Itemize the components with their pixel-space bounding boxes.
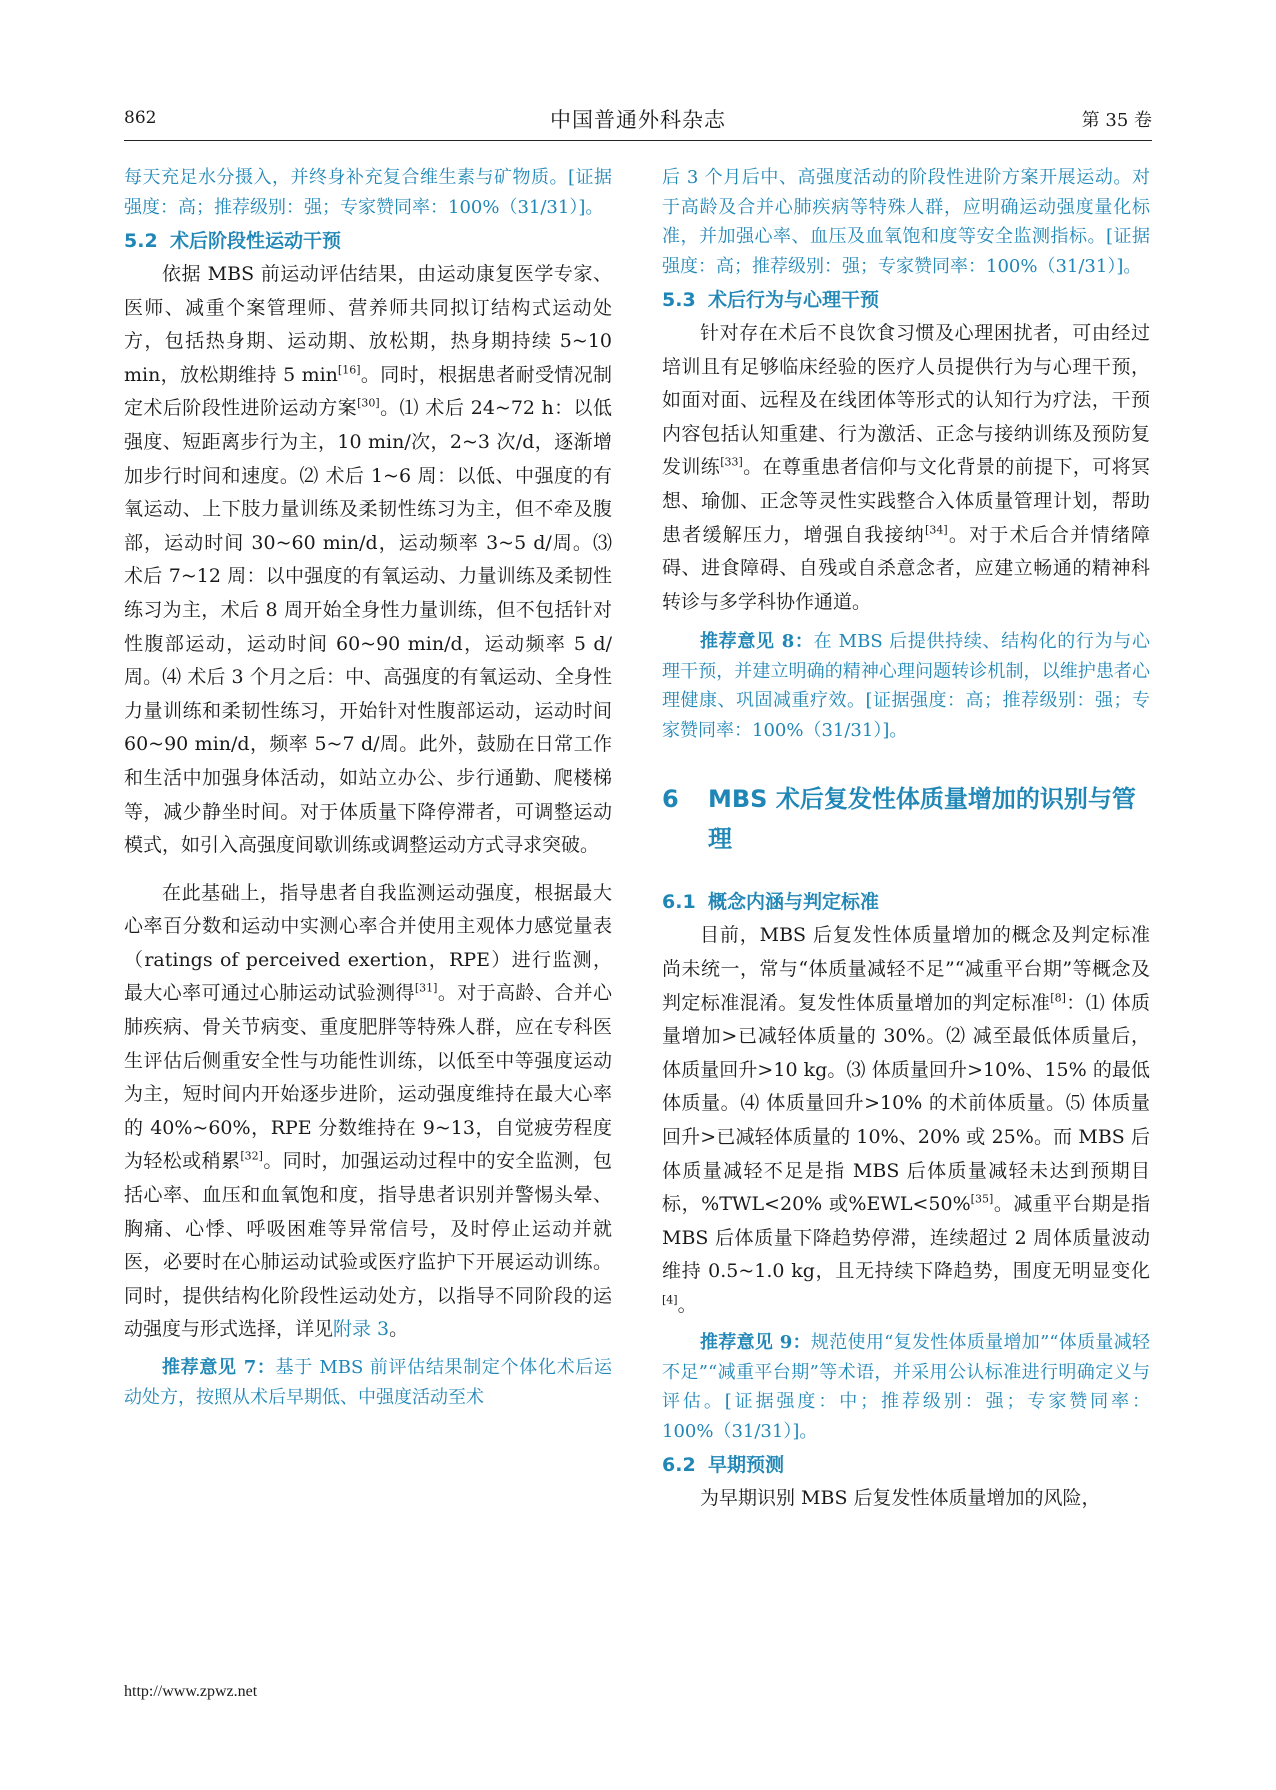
text-run: 。 — [389, 1318, 409, 1341]
recommendation-8 — [662, 627, 1150, 745]
text-run: 。⑴ 术后 24~72 h：以低强度、短距离步行为主，10 min/次，2~3 次/d，逐渐增加步行时间和速度。⑵ 术后 1~6 周：以低、中强度的有氧运动、上下肢力量训练及柔韧性练习为主，但不牵及腹部，运动时间 30~60 min/d，运动频率 3~5 d/周。⑶ 术后 7~12 周：以中强度的有氧运动、力量训练及柔韧性练习为主，术后 8 周开始全身性力量训练，但不包括针对性腹部运动，运动时间 60~90 min/d，运动频率 5 d/周。⑷ 术后 3 个月之后：中、高强度的有氧运动、全身性力量训练和柔韧性练习，开始针对性腹部运动，运动时间 60~90 min/d，频率 5~7 d/周。此外，鼓励在日常工作和生活中加强身体活动，如站立办公、步行通勤、爬楼梯等，减少静坐时间。对于体质量下降停滞者，可调整运动模式，如引入高强度间歇训练或调整运动方式寻求突破。 — [124, 397, 612, 857]
paragraph-behavioral-intervention — [662, 317, 1150, 619]
text-run: 。对于高龄、合并心肺疾病、骨关节病变、重度肥胖等特殊人群，应在专科医生评估后侧重安全性与功能性训练，以低至中等强度运动为主，短时间内开始逐步进阶，运动强度维持在最大心率的 40%~60%，RPE 分数维持在 9~13，自觉疲劳程度为轻松或稍累 — [124, 982, 612, 1173]
recommendation-text: 规范使用“复发性体质量增加”“体质量减轻不足”“减重平台期”等术语，并采用公认标准进行明确定义与评估。[证据强度：中；推荐级别：强；专家赞同率：100%（31/31）]。 — [662, 1332, 1150, 1442]
text-run: 。同时，根据患者耐受情况制定术后阶段性进阶运动方案 — [124, 363, 612, 420]
section-heading-6 — [662, 779, 1150, 859]
section-title: 术后行为与心理干预 — [708, 289, 880, 311]
citation-ref: [8] — [1050, 991, 1066, 1005]
volume-label: 第 35 卷 — [1081, 110, 1152, 131]
footer-url[interactable]: http://www.zpwz.net — [124, 1683, 258, 1700]
section-heading-5-3 — [662, 283, 1150, 317]
left-column — [124, 163, 612, 1412]
paragraph-exercise-prescription — [124, 258, 612, 863]
citation-ref: [31] — [414, 982, 438, 996]
recommendation-label: 推荐意见 9： — [700, 1332, 811, 1354]
section-number: 5.3 — [662, 289, 696, 311]
paragraph-definition-criteria — [662, 919, 1150, 1322]
page-header — [124, 100, 1152, 141]
citation-ref: [4] — [662, 1293, 678, 1307]
text-run: ：⑴ 体质量增加>已减轻体质量的 30%。⑵ 减至最低体质量后，体质量回升>10 kg。⑶ 体质量回升>10%、15% 的最低体质量。⑷ 体质量回升>10% 的术前体质量。⑸ 体质量回升>已减轻体质量的 10%、20% 或 25%。而 MBS 后体质量减轻不足是指 MBS 后体质量减轻未达到预期目标，%TWL<20% 或%EWL<50% — [662, 991, 1150, 1216]
text-run: 。同时，加强运动过程中的安全监测，包括心率、血压和血氧饱和度，指导患者识别并警惕头晕、胸痛、心悸、呼吸困难等异常信号，及时停止运动并就医，必要时在心肺运动试验或医疗监护下开展运动训练。同时，提供结构化阶段性运动处方，以指导不同阶段的运动强度与形式选择，详见 — [124, 1150, 612, 1341]
section-number: 6.1 — [662, 891, 696, 914]
text-run: 在此基础上，指导患者自我监测运动强度，根据最大心率百分数和运动中实测心率合并使用主观体力感觉量表（ratings of perceived exertion，RPE）进行监测，最大心率可通过心肺运动试验测得 — [124, 881, 612, 1005]
section-title: 概念内涵与判定标准 — [708, 891, 880, 914]
text-run: 目前，MBS 后复发性体质量增加的概念及判定标准尚未统一，常与“体质量减轻不足”“减重平台期”等概念及判定标准混淆。复发性体质量增加的判定标准 — [662, 924, 1150, 1014]
paragraph-early-prediction: 为早期识别 MBS 后复发性体质量增加的风险， — [700, 1487, 1101, 1510]
recommendation-9 — [662, 1328, 1150, 1446]
text-run: 。减重平台期是指 MBS 后体质量下降趋势停滞，连续超过 2 周体质量波动维持 0.5~1.0 kg，且无持续下降趋势，围度无明显变化 — [662, 1193, 1150, 1283]
text-run: 针对存在术后不良饮食习惯及心理困扰者，可由经过培训且有足够临床经验的医疗人员提供行为与心理干预，如面对面、远程及在线团体等形式的认知行为疗法，干预内容包括认知重建、行为激活、正念与接纳训练及预防复发训练 — [662, 322, 1150, 479]
recommendation-6-tail: 每天充足水分摄入，并终身补充复合维生素与矿物质。[证据强度：高；推荐级别：强；专家赞同率：100%（31/31）]。 — [124, 167, 612, 218]
section-title: MBS 术后复发性体质量增加的识别与管理 — [708, 785, 1136, 854]
section-number: 6 — [662, 785, 679, 814]
paragraph-self-monitoring — [124, 877, 612, 1347]
recommendation-7-start — [124, 1353, 612, 1412]
section-number: 6.2 — [662, 1454, 696, 1477]
citation-ref: [35] — [970, 1192, 994, 1206]
text-run: 。对于术后合并情绪障碍、进食障碍、自残或自杀意念者，应建立畅通的精神科转诊与多学科协作通道。 — [662, 523, 1150, 613]
journal-title: 中国普通外科杂志 — [550, 108, 726, 132]
appendix-link[interactable]: 附录 3 — [333, 1318, 390, 1341]
citation-ref: [33] — [720, 456, 743, 470]
section-heading-6-2 — [662, 1448, 1150, 1482]
right-column — [662, 163, 1150, 1516]
recommendation-label: 推荐意见 8： — [700, 631, 814, 653]
section-title: 术后阶段性运动干预 — [170, 230, 342, 252]
section-heading-5-2 — [124, 224, 612, 258]
text-run: 。 — [677, 1293, 697, 1316]
citation-ref: [30] — [357, 397, 380, 411]
recommendation-text: 基于 MBS 前评估结果制定个体化术后运动处方，按照从术后早期低、中强度活动至术 — [124, 1357, 612, 1408]
text-run: 。在尊重患者信仰与文化背景的前提下，可将冥想、瑜伽、正念等灵性实践整合入体质量管理计划，帮助患者缓解压力，增强自我接纳 — [662, 456, 1150, 546]
citation-ref: [16] — [337, 363, 361, 377]
section-heading-6-1 — [662, 885, 1150, 919]
citation-ref: [34] — [925, 523, 948, 537]
section-title: 早期预测 — [708, 1454, 785, 1477]
recommendation-label: 推荐意见 7： — [162, 1357, 276, 1378]
section-number: 5.2 — [124, 230, 158, 252]
page-number: 862 — [124, 108, 157, 128]
recommendation-text: 在 MBS 后提供持续、结构化的行为与心理干预，并建立明确的精神心理问题转诊机制，以维护患者心理健康、巩固减重疗效。[证据强度：高；推荐级别：强；专家赞同率：100%（31/31）]。 — [662, 631, 1150, 741]
recommendation-7-tail: 后 3 个月后中、高强度活动的阶段性进阶方案开展运动。对于高龄及合并心肺疾病等特殊人群，应明确运动强度量化标准，并加强心率、血压及血氧饱和度等安全监测指标。[证据强度：高；推荐级别：强；专家赞同率：100%（31/31）]。 — [662, 167, 1150, 277]
citation-ref: [32] — [240, 1150, 263, 1164]
text-run: 依据 MBS 前运动评估结果，由运动康复医学专家、医师、减重个案管理师、营养师共同拟订结构式运动处方，包括热身期、运动期、放松期，热身期持续 5~10 min，放松期维持 5 min — [124, 263, 612, 386]
